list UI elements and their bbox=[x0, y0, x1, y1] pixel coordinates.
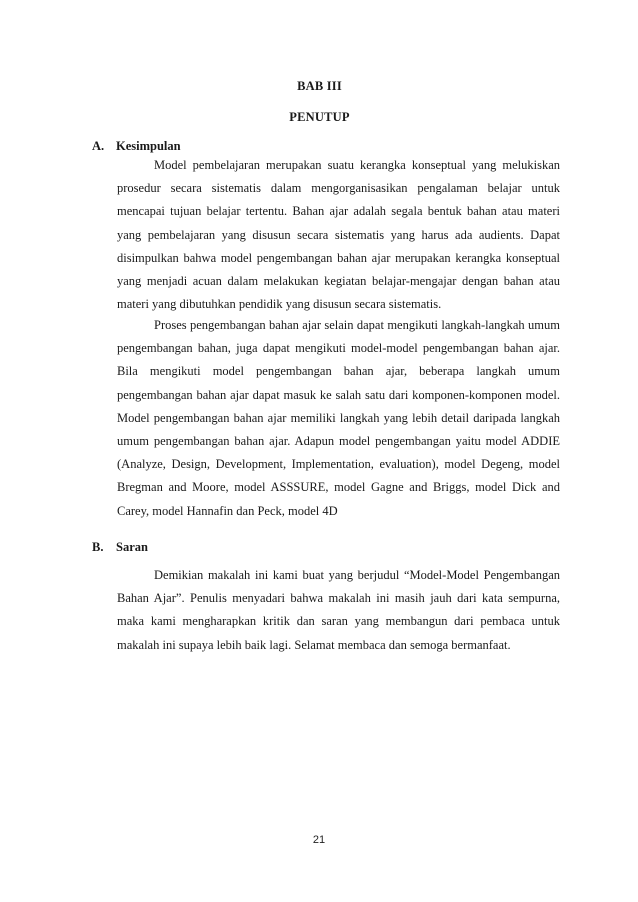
paragraph-kesimpulan-1: Model pembelajaran merupakan suatu kerangka konseptual yang melukiskan prosedur secara sistematis dalam mengorganisasikan pengalaman belajar untuk mencapai tujuan belajar tertentu. Bahan ajar adalah segala bentuk bahan atau materi yang pembelajaran yang disusun secara sistematis yang harus ada audients. Dapat disimpulkan bahwa model pengembangan bahan ajar merupakan kerangka konseptual yang menjadi acuan dalam melakukan kegiatan belajar-mengajar dengan bahan atau materi yang dibutuhkan pendidik yang disusun secara sistematis. bbox=[117, 158, 560, 312]
paragraph-kesimpulan-2: Proses pengembangan bahan ajar selain dapat mengikuti langkah-langkah umum pengembangan bahan, juga dapat mengikuti model-model pengembangan bahan ajar. Bila mengikuti model pengembangan bahan ajar, beberapa langkah umum pengembangan bahan ajar dapat masuk ke salah satu dari komponen-komponen model. Model pengembangan bahan ajar memiliki langkah yang lebih detail daripada langkah umum pengembangan bahan ajar. Adapun model pengembangan yaitu model ADDIE (Analyze, Design, Development, Implementation, evaluation), model Degeng, model Bregman and Moore, model ASSSURE, model Gagne and Briggs, model Dick and Carey, model Hannafin dan Peck, model 4D bbox=[117, 318, 560, 518]
chapter-title: PENUTUP bbox=[289, 110, 350, 124]
section-letter: A. bbox=[92, 139, 105, 153]
paragraph-saran-1: Demikian makalah ini kami buat yang berjudul “Model-Model Pengembangan Bahan Ajar”. Penulis menyadari bahwa makalah ini masih jauh dari kata sempurna, maka kami mengharapkan kritik dan saran yang membangun dari pembaca untuk makalah ini supaya lebih baik lagi. Selamat membaca dan semoga bermanfaat. bbox=[117, 568, 560, 652]
page-number: 21 bbox=[312, 834, 326, 846]
section-heading-kesimpulan bbox=[92, 139, 181, 154]
section-title: Kesimpulan bbox=[116, 139, 181, 153]
chapter-number: BAB III bbox=[297, 79, 342, 93]
section-heading-saran bbox=[92, 540, 148, 555]
section-title: Saran bbox=[116, 540, 148, 554]
section-letter: B. bbox=[92, 540, 104, 554]
